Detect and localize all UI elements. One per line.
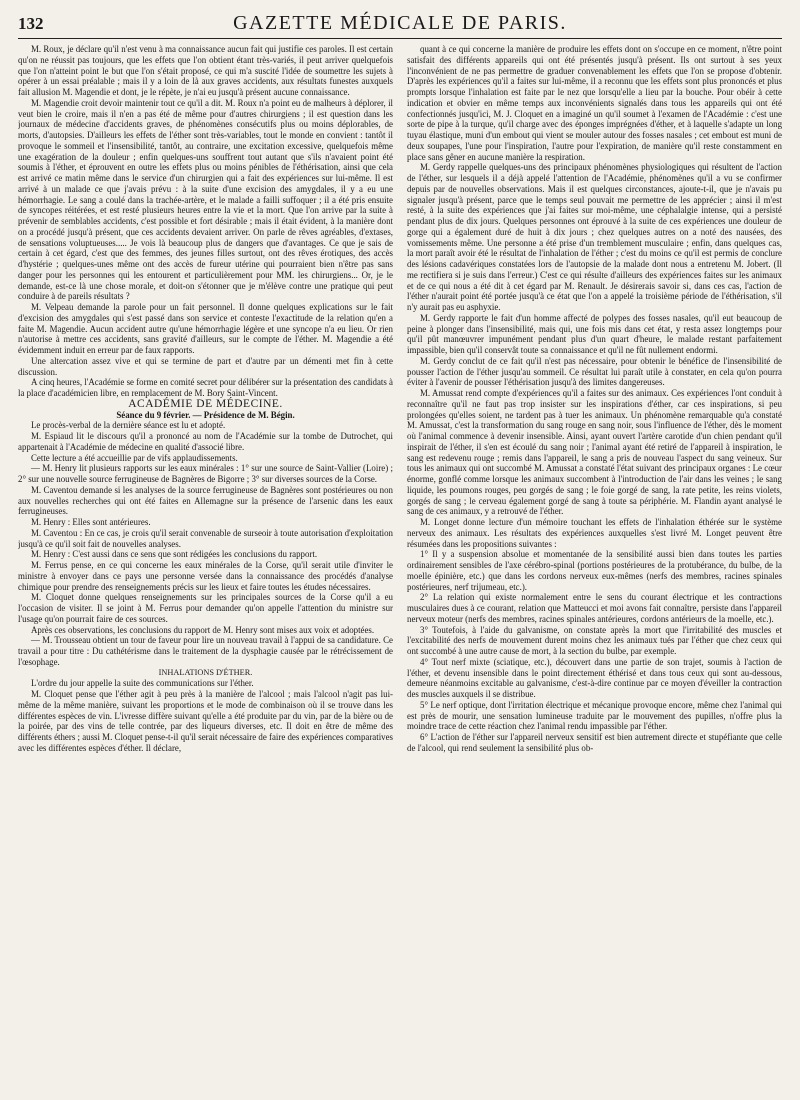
paragraph: 2° La relation qui existe normalement entre le sens du courant électrique et les contractions musculaires dues à ce courant, relation que Matteucci et moi avons fait connaître, persiste dans l'appareil nerveux moteur (nerfs des membres, racines spinales antérieures, cordons antérieurs de la moelle, etc.). <box>407 592 782 624</box>
subsection-heading: INHALATIONS D'ÉTHER. <box>158 667 253 677</box>
session-heading: Séance du 9 février. — Présidence de M. Bégin. <box>116 409 295 420</box>
paragraph: M. Cloquet donne quelques renseignements sur les principales sources de la Corse qu'il a eu l'occasion de visiter. Il se joint à M. Ferrus pour demander qu'on appelle l'attention du ministre sur l'usage qu'on pourrait faire de ces sources. <box>18 592 393 624</box>
paragraph: Cette lecture a été accueillie par de vifs applaudissements. <box>31 452 238 463</box>
paragraph: Le procès-verbal de la dernière séance est lu et adopté. <box>31 420 226 431</box>
text-columns <box>18 44 782 1090</box>
paragraph: M. Gerdy conclut de ce fait qu'il n'est pas nécessaire, pour obtenir le bénéfice de l'insensibilité de pousser l'action de l'éther jusqu'au sommeil. Ce résultat lui paraît utile à constater, en cela qu'on pourra éviter à l'avenir de pousser l'éthérisation jusqu'à des limites dangereuses. <box>407 355 782 388</box>
paragraph: M. Henry : C'est aussi dans ce sens que sont rédigées les conclusions du rapport. <box>31 549 318 560</box>
paragraph: M. Amussat rend compte d'expériences qu'il a faites sur des animaux. Ces expériences l'ont conduit à reconnaître qu'il ne faut pas trop insister sur les inspirations d'éther, car ces inspirations, si peu prolongées qu'elles soient, ne tardent pas à tuer les animaux. Un phénomène remarquable qu'a constaté M. Amussat, c'est la transformation du sang rouge en sang noir, sous l'influence de l'éther, dès le moment où l'animal commence à devenir insensible. Ainsi, ayant ouvert l'artère carotide d'un chien pendant qu'il inspirait de l'éther, il s'en est écoulé du sang noir ; l'animal ayant été retiré de l'appareil à inspiration, le sang est redevenu rouge ; remis dans l'appareil, le sang a pris de nouveau l'aspect du sang veineux. Sur tous les animaux qui ont succombé M. Amussat a constaté l'état suivant des principaux organes : Le cœur énorme, gonflé comme lorsque les animaux succombent à l'introduction de l'air dans les veines ; le sang liquide, les poumons rouges, peu gorgés de sang ; le foie gorgé de sang, la rate petite, les reins violets, gorgés de sang ; le cerveau également gorgé de sang à toute sa périphérie. M. Flandin ayant analysé le sang de ces animaux, y a retrouvé de l'éther. <box>407 388 782 517</box>
paragraph: 5° Le nerf optique, dont l'irritation électrique et mécanique provoque encore, même chez l'animal qui est près de mourir, une sensation lumineuse traduite par le mouvement des pupilles, n'offre plus la moindre trace de cette réaction chez l'animal rendu impassible par l'éther. <box>407 699 782 732</box>
paragraph: M. Caventou demande si les analyses de la source ferrugineuse de Bagnères sont postérieures ou non aux nouvelles recherches qui ont été faites en Allemagne sur la présence de l'arsenic dans les eaux ferrugineuses. <box>18 484 393 517</box>
paragraph: A cinq heures, l'Académie se forme en comité secret pour délibérer sur la présentation des candidats à la place d'académicien libre, en remplacement de M. Bory Saint-Vincent. <box>18 377 393 398</box>
journal-title: GAZETTE MÉDICALE DE PARIS. <box>233 12 567 34</box>
section-heading: ACADÉMIE DE MÉDECINE. <box>128 397 283 410</box>
paragraph: M. Caventou : En ce cas, je crois qu'il serait convenable de surseoir à toute autorisation d'exploitation jusqu'à ce qu'il soit fait de nouvelles analyses. <box>18 527 393 549</box>
paragraph: M. Magendie croit devoir maintenir tout ce qu'il a dit. M. Roux n'a point eu de malheurs à déplorer, il veut bien le croire, mais il n'en a pas été de même pour d'autres chirurgiens ; il est question dans les journaux de médecine d'accidents graves, de phénomènes consécutifs plus ou moins déplorables, de morts, d'autopsies. D'ailleurs les effets de l'éther sont très-variables, tout le monde en convient : tantôt il provoque le sommeil et l'insensibilité, tantôt, au contraire, une excitation excessive, quelquefois même une exagération de la douleur ; enfin quelques-uns souffrent tout autant que s'ils n'avaient point été soumis à l'éther, et éprouvent en outre les effets plus ou moins pénibles de l'éthérisation, ainsi que cela est arrivé ce matin même dans le service d'un chirurgien qui a fait des expériences sur lui-même. Il est arrivé à un malade ce que j'avais prévu : à la suite d'une excision des amygdales, il y a eu une hémorrhagie. Le sang a coulé dans la trachée-artère, et le malade a failli suffoquer ; il a été pris ensuite de syncopes réitérées, et est resté plusieurs heures entre la vie et la mort. Que l'on arrive par la suite à prévenir de semblables accidents, c'est possible et fort désirable ; mais il était évident, à la manière dont on a procédé jusqu'à présent, que ces accidents devaient arriver. On parle de rêves agréables, d'extases, de sensations voluptueuses..... Je vois là beaucoup plus de dangers que d'avantages. Ce que je sais de certain à cet égard, c'est que des femmes, des jeunes filles surtout, ont des rêves érotiques, des accès d'hystérie ; quelques-unes même ont des accès de fureur utérine qui pourraient bien n'être pas sans danger pour les personnes qui les entourent et particulièrement pour MM. les chirurgiens... Or, je le demande, est-ce là une chose morale, et doit-on s'étonner que je m'élève contre une pratique qui peut conduire à de pareils résultats ? <box>18 97 393 302</box>
paragraph: Après ces observations, les conclusions du rapport de M. Henry sont mises aux voix et adoptées. <box>31 624 375 635</box>
paragraph: M. Cloquet pense que l'éther agit à peu près à la manière de l'alcool ; mais l'alcool n'agit pas lui-même de la même manière, suivant les proportions et le mode de combinaison où il se trouve dans les différentes espèces de vin. L'ivresse diffère suivant qu'elle a été produite par du vin, par de la bière ou de la poirée, par des vins de telle contrée, par des liqueurs diverses, etc. Il doit en être de même des différents éthers ; aussi M. Cloquet pense-t-il qu'il serait nécessaire de faire des expériences comparatives avec les différentes espèces d'éther. Il déclare, <box>18 689 393 753</box>
paragraph: M. Henry : Elles sont antérieures. <box>31 517 151 527</box>
paragraph: 1° Il y a suspension absolue et momentanée de la sensibilité aussi bien dans toutes les parties ordinairement sensibles de l'axe cérébro-spinal (portions postérieures de la protubérance, du bulbe, de la moelle épinière, etc.) que dans les cordons nerveux eux-mêmes (nerfs des membres, racines spinales postérieures, nerf trijumeau, etc.). <box>407 549 782 592</box>
paragraph: M. Ferrus pense, en ce qui concerne les eaux minérales de la Corse, qu'il serait utile d'inviter le ministre à envoyer dans ce pays une personne versée dans la connaissance des procédés d'analyse chimique pour prendre des renseignements précis sur les lieux et faire toutes les études nécessaires. <box>18 560 393 592</box>
paragraph: M. Gerdy rappelle quelques-uns des principaux phénomènes physiologiques qui résultent de l'action de l'éther, sur lesquels il a déjà appelé l'attention de l'Académie, phénomènes qu'il a vu se confirmer depuis par de nouvelles observations. Mais il est quelques circonstances, ajoute-t-il, que je n'avais pu signaler jusqu'à présent, parce que le temps seul pouvait me permettre de les apprécier ; ainsi il m'est resté, à la suite des expériences que j'ai faites sur moi-même, une céphalalgie intense, qui a persisté pendant plus de dix jours. Quelques personnes ont éprouvé à la suite de ces expériences une douleur de gorge qui a également duré de huit à dix jours ; chez quelques autres on a noté des nausées, des vomissements même. Une personne a été prise d'un tremblement musculaire ; enfin, dans quelques cas, la mort paraît avoir été le résultat de l'inhalation de l'éther ; c'est du moins ce qu'il est permis de conclure des lésions cadavériques constatées lors de l'autopsie de la malade dont nous a entretenu M. Jobert. (Il me rectifiera si je suis dans l'erreur.) C'est ce qui résulte d'ailleurs des expériences faites sur les animaux et de ce qui nous a été dit à cet égard par M. Renault. Je désirerais savoir si, dans ces cas, l'action de l'éther n'aurait point été portée jusqu'à ce état que l'on a appelé la troisième période de l'éthérisation, s'il n'y aurait pas eu asphyxie. <box>407 162 782 312</box>
paragraph: M. Espiaud lit le discours qu'il a prononcé au nom de l'Académie sur la tombe de Dutrochet, qui appartenait à l'Académie de médecine en qualité d'associé libre. <box>18 431 393 452</box>
paragraph: — M. Trousseau obtient un tour de faveur pour lire un nouveau travail à l'appui de sa candidature. Ce travail a pour titre : Du cathétérisme dans le traitement de la dysphagie causée par le rétrécissement de l'œsophage. <box>18 635 393 667</box>
paragraph: quant à ce qui concerne la manière de produire les effets dont on s'occupe en ce moment, n'être point satisfait des différents appareils qui ont été présentés jusqu'à présent. Ils ont surtout à ses yeux l'inconvénient de ne pas permettre de graduer convenablement les effets que l'on se propose d'obtenir. D'après les expériences qu'il a faites sur lui-même, il a reconnu que les effets sont plus prononcés et plus prompts lorsque l'inhalation est faite par le nez que lorsqu'elle a lieu par la bouche. Pour obéir à cette indication et obvier en même temps aux inconvénients signalés dans tous les appareils qui ont été confectionnés jusqu'ici, M. J. Cloquet en a imaginé un qu'il soumet à l'examen de l'Académie : c'est une sorte de pipe à la turque, qu'il charge avec des éponges imprégnées d'éther, et à laquelle s'adapte un long tuyau élastique, muni d'un embout qui vient se mouler autour des fosses nasales ; cet embout est muni de deux soupapes, l'une pour l'inspiration, l'autre pour l'expiration, de manière qu'il reste constamment en place sans gêner en aucune manière la respiration. <box>407 44 782 162</box>
paragraph: Une altercation assez vive et qui se termine de part et d'autre par un démenti met fin à cette discussion. <box>18 355 393 377</box>
paragraph: M. Velpeau demande la parole pour un fait personnel. Il donne quelques explications sur le fait d'excision des amygdales qui s'est passé dans son service et conteste l'exactitude de la relation qu'en a faite M. Magendie. Aucun accident autre qu'une hémorrhagie légère et une syncope n'a eu lieu. Or rien n'autorise à mettre ces accidents, sans gravité d'ailleurs, sur le compte de l'éther. M. Magendie a été évidemment induit en erreur par de faux rapports. <box>18 302 393 355</box>
page-header <box>18 12 782 39</box>
paragraph: — M. Henry lit plusieurs rapports sur les eaux minérales : 1° sur une source de Saint-Vallier (Loire) ; 2° sur une nouvelle source ferrugineuse de Bagnères de Bigorre ; 3° sur diverses sources de la Corse. <box>18 463 393 484</box>
paragraph: M. Longet donne lecture d'un mémoire touchant les effets de l'inhalation éthérée sur le système nerveux des animaux. Les résultats des expériences auxquelles s'est livré M. Longet peuvent être résumées dans les propositions suivantes : <box>407 517 782 549</box>
paragraph: L'ordre du jour appelle la suite des communications sur l'éther. <box>31 678 254 689</box>
paragraph: 6° L'action de l'éther sur l'appareil nerveux sensitif est bien autrement directe et stupéfiante que celle de l'alcool, qui rend seulement la sensibilité plus ob- <box>407 732 782 753</box>
page-number: 132 <box>18 14 44 33</box>
paragraph: M. Roux, je déclare qu'il n'est venu à ma connaissance aucun fait qui justifie ces paroles. Il est certain qu'on ne réussit pas toujours, que les effets que l'on obtient étant très-variés, il peut arriver quelquefois que l'on n'atteint point le but que l'on s'était proposé, ce qui m'a suscité l'idée de soumettre les sujets à opérer à un essai préalable ; mais il y a loin de là aux graves accidents, aux résultats funestes auxquels fait allusion M. Magendie et dont, je le répète, je n'ai eu jusqu'à présent aucune connaissance. <box>18 44 393 97</box>
left-column <box>18 44 393 1090</box>
paragraph: 4° Tout nerf mixte (sciatique, etc.), découvert dans une partie de son trajet, soumis à l'action de l'éther, et devenu insensible dans le point directement éthérisé et dans tous ceux qui sont au-dessous, demeure néanmoins excitable au galvanisme, c'est-à-dire continue par ce moyen d'éveiller la contraction des muscles auxquels il se distribue. <box>407 656 782 699</box>
right-column <box>407 44 782 1090</box>
paragraph: 3° Toutefois, à l'aide du galvanisme, on constate après la mort que l'irritabilité des muscles et l'excitabilité des nerfs de mouvement durent moins chez les animaux tués par l'éther que chez ceux qui ont succombé à une autre cause de mort, à la section du bulbe, par exemple. <box>407 624 782 656</box>
paragraph: M. Gerdy rapporte le fait d'un homme affecté de polypes des fosses nasales, qu'il eut beaucoup de peine à plonger dans l'insensibilité, mais qui, une fois mis dans cet état, y resta assez longtemps pour qu'il pût manœuvrer impunément pendant plus d'un quart d'heure, le malade restant parfaitement impassible, bien qu'il conservât toute sa connaissance et qu'il ne fût nullement endormi. <box>407 312 782 355</box>
